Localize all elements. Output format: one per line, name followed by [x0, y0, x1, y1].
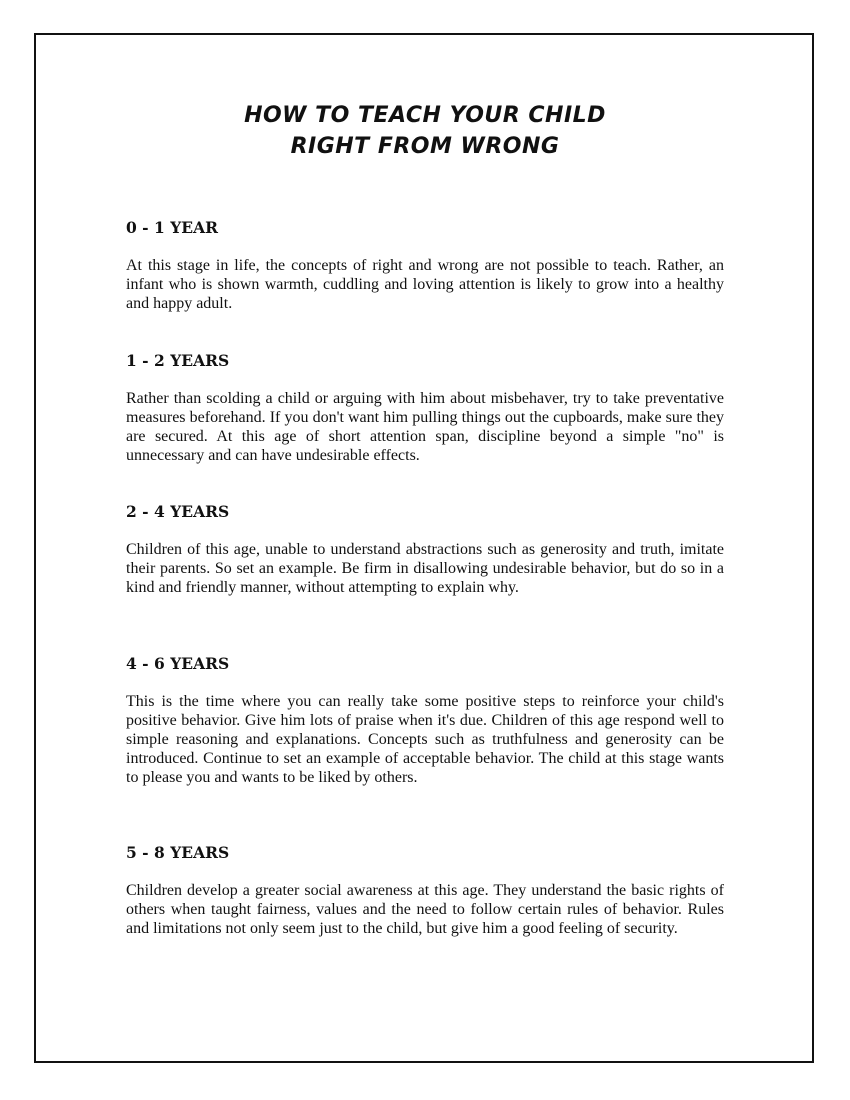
section-paragraph: Rather than scolding a child or arguing with him about misbehaver, try to take preventative measures beforehand. If you don't want him pulling things out the cupboards, make sure they are secured. At this age of short attention span, discipline beyond a simple "no" is unnecessary and can have undesirable effects.	[126, 390, 724, 464]
section-1-2-years	[126, 351, 724, 465]
section-2-4-years	[126, 502, 724, 597]
title-line-2: RIGHT FROM WRONG	[290, 134, 560, 159]
section-paragraph: Children of this age, unable to understand abstractions such as generosity and truth, imitate their parents. So set an example. Be firm in disallowing undesirable behavior, but do so in a kind and friendly manner, without attempting to explain why.	[126, 541, 724, 596]
section-paragraph: At this stage in life, the concepts of right and wrong are not possible to teach. Rather, an infant who is shown warmth, cuddling and loving attention is likely to grow into a healthy and happy adult.	[126, 257, 724, 312]
document-title	[0, 100, 850, 162]
section-paragraph: This is the time where you can really take some positive steps to reinforce your child's positive behavior. Give him lots of praise when it's due. Children of this age respond well to simple reasoning and explanations. Concepts such as truthfulness and generosity can be introduced. Continue to set an example of acceptable behavior. The child at this stage wants to please you and wants to be liked by others.	[126, 693, 724, 786]
section-heading: 5 - 8 YEARS	[126, 843, 230, 862]
section-heading: 2 - 4 YEARS	[126, 502, 230, 521]
section-5-8-years	[126, 843, 724, 938]
section-heading: 4 - 6 YEARS	[126, 654, 230, 673]
section-paragraph: Children develop a greater social awareness at this age. They understand the basic rights of others when taught fairness, values and the need to follow certain rules of behavior. Rules and limitations not only seem just to the child, but give him a good feeling of security.	[126, 882, 724, 937]
section-4-6-years	[126, 654, 724, 787]
section-heading: 1 - 2 YEARS	[126, 351, 230, 370]
section-0-1-year	[126, 218, 724, 313]
title-line-1: HOW TO TEACH YOUR CHILD	[244, 103, 606, 128]
section-heading: 0 - 1 YEAR	[126, 218, 218, 237]
